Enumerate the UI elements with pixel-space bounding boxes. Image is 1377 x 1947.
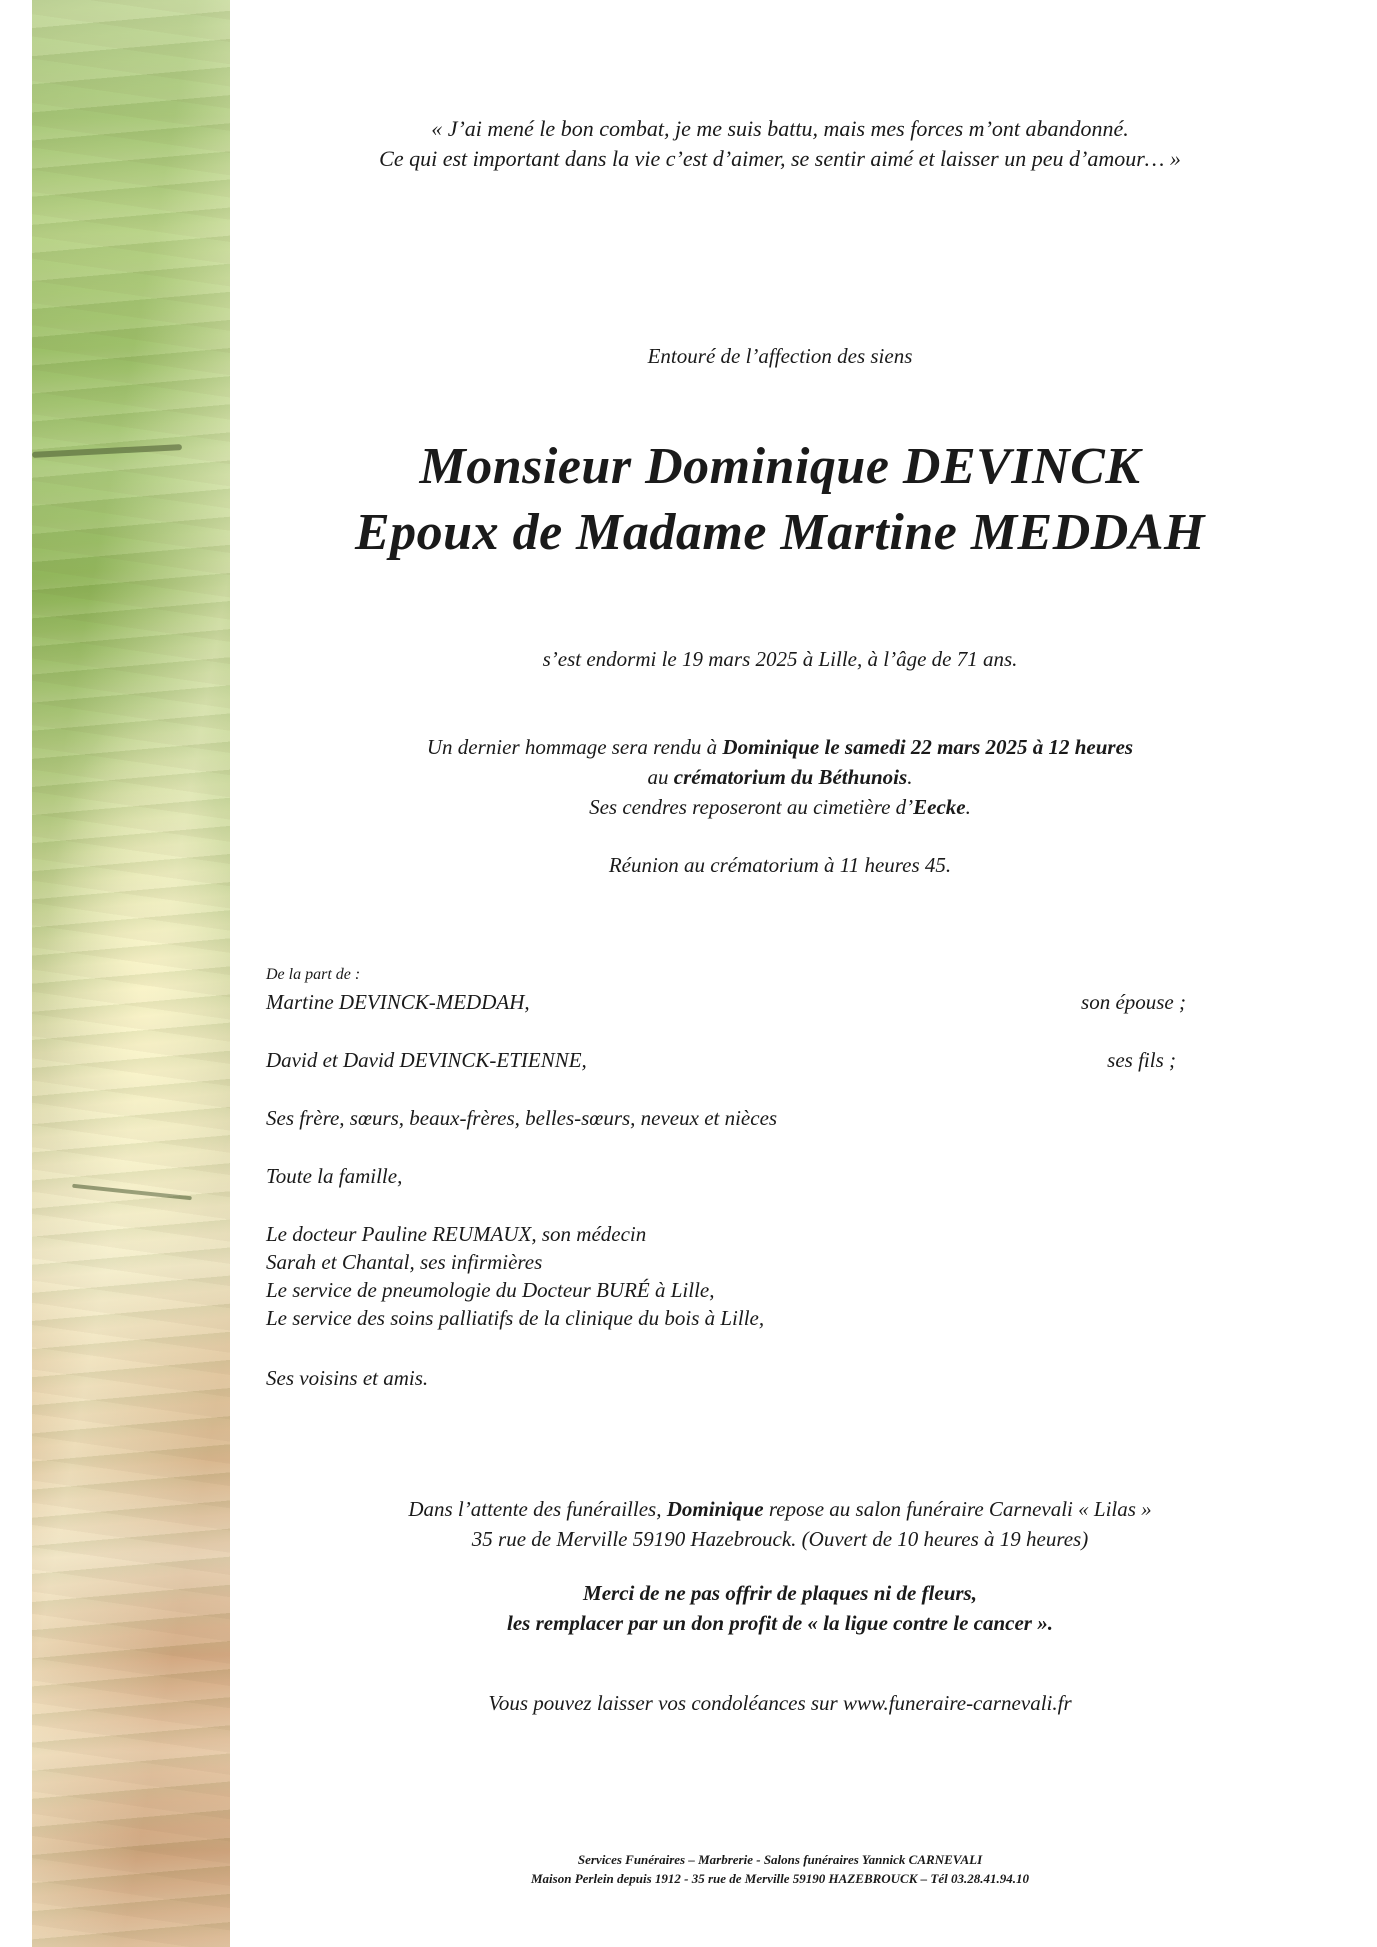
- deceased-name: Monsieur Dominique DEVINCK: [419, 438, 1141, 495]
- ceremony-text: Un dernier hommage sera rendu à: [426, 735, 723, 759]
- sons-role: ses fils ;: [1107, 1048, 1176, 1072]
- cemetery-place: Eecke: [913, 795, 966, 819]
- family-row-pneumology: Le service de pneumologie du Docteur BURÉ à Lille,: [266, 1278, 715, 1302]
- family-row-whole-family: Toute la famille,: [266, 1164, 403, 1188]
- sons-entry: David et David DEVINCK-ETIENNE,: [266, 1048, 587, 1072]
- visitation-details: [230, 1494, 1330, 1554]
- ceremony-place: crématorium du Béthunois: [673, 765, 908, 789]
- visitation-name: Dominique: [666, 1497, 764, 1521]
- spouse-entry: Martine DEVINCK-MEDDAH,: [266, 990, 530, 1014]
- visitation-line-1: [230, 1494, 1330, 1524]
- family-row-siblings: Ses frère, sœurs, beaux-frères, belles-sœurs, neveux et nièces: [266, 1106, 778, 1130]
- no-flowers-line-2: les remplacer par un don profit de « la ligue contre le cancer ».: [507, 1611, 1053, 1635]
- opening-quote: [230, 114, 1330, 174]
- quote-line-1: « J’ai mené le bon combat, je me suis battu, mais mes forces m’ont abandonné.: [431, 116, 1129, 141]
- family-row-palliative: Le service des soins palliatifs de la clinique du bois à Lille,: [266, 1306, 765, 1330]
- no-flowers-request: [230, 1578, 1330, 1638]
- footer-line-2: Maison Perlein depuis 1912 - 35 rue de Merville 59190 HAZEBROUCK – Tél 03.28.41.94.10: [531, 1871, 1029, 1886]
- no-flowers-line-1: Merci de ne pas offrir de plaques ni de fleurs,: [583, 1581, 977, 1605]
- visitation-text: Dans l’attente des funérailles,: [408, 1497, 667, 1521]
- visitation-text: repose au salon funéraire Carnevali « Lilas »: [763, 1497, 1152, 1521]
- entoure-line: Entouré de l’affection des siens: [647, 344, 913, 368]
- ceremony-text: au: [647, 765, 674, 789]
- quote-line-2: Ce qui est important dans la vie c’est d’aimer, se sentir aimé et laisser un peu d’amour… »: [379, 146, 1181, 171]
- forest-light-photo: [32, 0, 230, 1947]
- from-label: De la part de :: [266, 966, 361, 983]
- ceremony-details: [230, 732, 1330, 822]
- family-row-neighbors: Ses voisins et amis.: [266, 1366, 429, 1390]
- visitation-line-2: 35 rue de Merville 59190 Hazebrouck. (Ouvert de 10 heures à 19 heures): [471, 1527, 1089, 1551]
- ceremony-line-1: [230, 732, 1330, 762]
- deceased-title: [230, 434, 1330, 566]
- family-row-spouse: [266, 988, 1186, 1016]
- ceremony-text: .: [965, 795, 971, 819]
- ceremony-text: .: [907, 765, 913, 789]
- death-notice-line: s’est endormi le 19 mars 2025 à Lille, à l’âge de 71 ans.: [542, 647, 1018, 671]
- spouse-role: son épouse ;: [1081, 990, 1186, 1014]
- family-list: [266, 988, 1186, 1392]
- ceremony-text: Ses cendres reposeront au cimetière d’: [589, 795, 914, 819]
- ceremony-date: Dominique le samedi 22 mars 2025 à 12 heures: [722, 735, 1134, 759]
- condolences-line: Vous pouvez laisser vos condoléances sur www.funeraire-carnevali.fr: [488, 1691, 1072, 1715]
- ceremony-line-3: [230, 792, 1330, 822]
- tree-branch-decoration: [32, 444, 182, 458]
- ceremony-line-2: [230, 762, 1330, 792]
- family-row-nurses: Sarah et Chantal, ses infirmières: [266, 1250, 543, 1274]
- footer-line-1: Services Funéraires – Marbrerie - Salons funéraires Yannick CARNEVALI: [577, 1852, 983, 1867]
- reunion-line: Réunion au crématorium à 11 heures 45.: [608, 853, 952, 877]
- spouse-name: Epoux de Madame Martine MEDDAH: [355, 504, 1205, 561]
- family-row-doctor: Le docteur Pauline REUMAUX, son médecin: [266, 1222, 647, 1246]
- family-row-sons: [266, 1046, 1186, 1074]
- tree-branch-decoration: [72, 1184, 192, 1201]
- funeral-home-footer: [230, 1850, 1330, 1888]
